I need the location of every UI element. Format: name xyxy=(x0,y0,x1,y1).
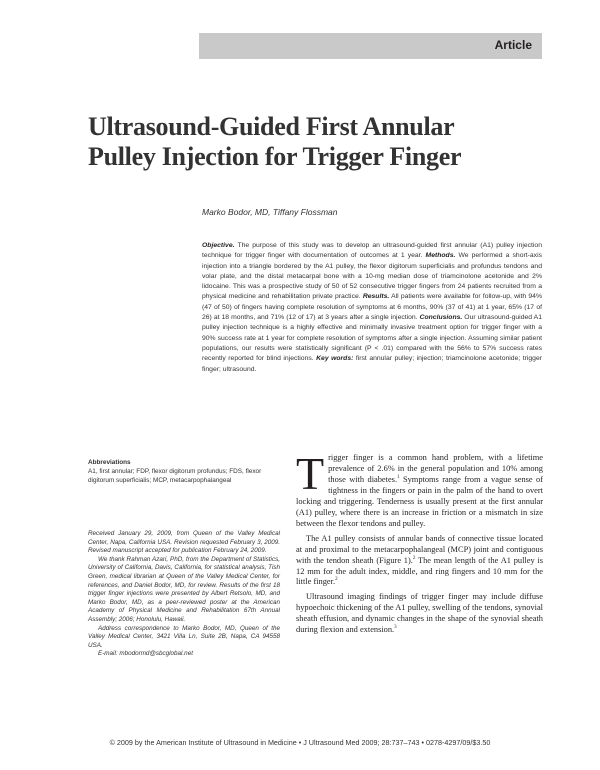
body-paragraph-3 xyxy=(296,592,543,636)
citation-ref: 1 xyxy=(397,475,400,481)
page-footer: © 2009 by the American Institute of Ultrasound in Medicine • J Ultrasound Med 2009; 28:737–743 • 0278-4297/09/$3.50 xyxy=(109,738,491,747)
results-label: Results. xyxy=(362,293,390,301)
methods-label: Methods. xyxy=(425,252,456,260)
conclusions-text: Our ultrasound-guided A1 pulley injection technique is a highly effective and minimally invasive treatment option for trigger finger with a 90% success rate at 1 year for complete resolution of symptoms after a single injection. Assuming similar patient populations, our results were statistically significant (P < .01) compared with the 56% to 57% success rates recently reported for blind injections. xyxy=(202,314,542,363)
body-text: Ultrasound imaging findings of trigger finger may include diffuse hypoechoic thickening of the A1 pulley, swelling of the tendons, synovial sheath effusion, and dynamic changes in the shape of the synovial sheath during flexion and extension. xyxy=(296,592,543,635)
objective-text: The purpose of this study was to develop an ultrasound-guided first annular (A1) pulley injection technique for trigger finger with documentation of outcomes at 1 year. xyxy=(202,242,542,260)
acknowledgments-note: We thank Rahman Azari, PhD, from the Department of Statistics, University of California, Davis, California, for statistical analysis, Tish Green, medical librarian at Queen of the Valley Medical Center, for references, and Daniel Bodor, MD, for review. Results of the first 18 trigger finger injections were presented by Albert Retsolo, MD, and Marko Bodor, MD, as a peer-reviewed poster at the American Academy of Physical Medicine and Rehabilitation 67th Annual Assembly; 2006; Honolulu, Hawaii. xyxy=(88,555,280,623)
author-notes xyxy=(88,530,280,659)
body-paragraph-2 xyxy=(296,534,543,589)
keywords-label: Key words: xyxy=(316,355,354,363)
methods-text: We performed a short-axis injection into a triangle bordered by the A1 pulley, the flexor digitorum superficialis and profundus tendons and volar plate, and the distal metacarpal bone with a 10-mg median dose of triamcinolone acetonide and 2% lidocaine. This was a prospective study of 50 of 52 consecutive trigger fingers from 24 patients recruited from a physical medicine and rehabilitation private practice. xyxy=(202,252,542,301)
article-title xyxy=(88,112,508,172)
title-line-2: Pulley Injection for Trigger Finger xyxy=(88,142,462,171)
citation-ref: 3 xyxy=(394,625,397,631)
drop-cap: T xyxy=(296,448,325,499)
citation-ref: 2 xyxy=(335,577,338,583)
body-text: The A1 pulley consists of annular bands of connective tissue located at and proximal to the metacarpophalangeal (MCP) joint and contiguous with the tendon sheath (Figure 1). xyxy=(296,533,543,565)
body-column xyxy=(296,448,543,640)
address-note: Address correspondence to Marko Bodor, MD, Queen of the Valley Medical Center, 3421 Villa Ln, Suite 2B, Napa, CA 94558 USA. xyxy=(88,624,280,649)
body-paragraph-1 xyxy=(296,448,543,530)
received-note: Received January 29, 2009, from Queen of the Valley Medical Center, Napa, California USA. Revision requested February 3, 2009. Revised manuscript accepted for publication February 24, 2009. xyxy=(88,530,280,555)
results-text: All patients were available for follow-up, with 94% (47 of 50) of fingers having complete resolution of symptoms at 6 months, 90% (37 of 41) at 1 year, 65% (17 of 26) at 18 months, and 71% (12 of 17) at 3 years after a single injection. xyxy=(202,293,542,322)
abbreviations-title: Abbreviations xyxy=(88,459,131,466)
section-banner xyxy=(199,33,542,59)
authors: Marko Bodor, MD, Tiffany Flossman xyxy=(202,207,338,217)
keywords-text: first annular pulley; injection; triamcinolone acetonide; trigger finger; ultrasound. xyxy=(202,355,543,373)
citation-ref: 2 xyxy=(412,555,416,561)
body-text: The mean length of the A1 pulley is 12 mm for the adult index, middle, and ring fingers and 10 mm for the little finger. xyxy=(296,555,543,587)
body-text: Symptoms range from a vague sense of tightness in the fingers or pain in the palm of the hand to overt locking and triggering. Tenderness is usually present at the first annular (A1) pulley, where there is an increase in friction or a mismatch in size between the flexor tendons and pulley. xyxy=(296,474,543,528)
body-text: rigger finger is a common hand problem, with a lifetime prevalence of 2.6% in the general population and 10% among those with diabetes. xyxy=(328,453,543,484)
objective-label: Objective. xyxy=(202,242,235,249)
abbreviations-text: A1, first annular; FDP, flexor digitorum profundus; FDS, flexor digitorum superficialis; MCP, metacarpophalangeal xyxy=(88,467,262,484)
section-label: Article xyxy=(494,38,532,52)
conclusions-label: Conclusions. xyxy=(419,314,463,322)
abstract xyxy=(202,241,542,375)
title-line-1: Ultrasound-Guided First Annular xyxy=(88,112,455,141)
email-note: E-mail: mbodormd@sbcglobal.net xyxy=(98,650,193,658)
abbreviations-box xyxy=(88,459,278,485)
